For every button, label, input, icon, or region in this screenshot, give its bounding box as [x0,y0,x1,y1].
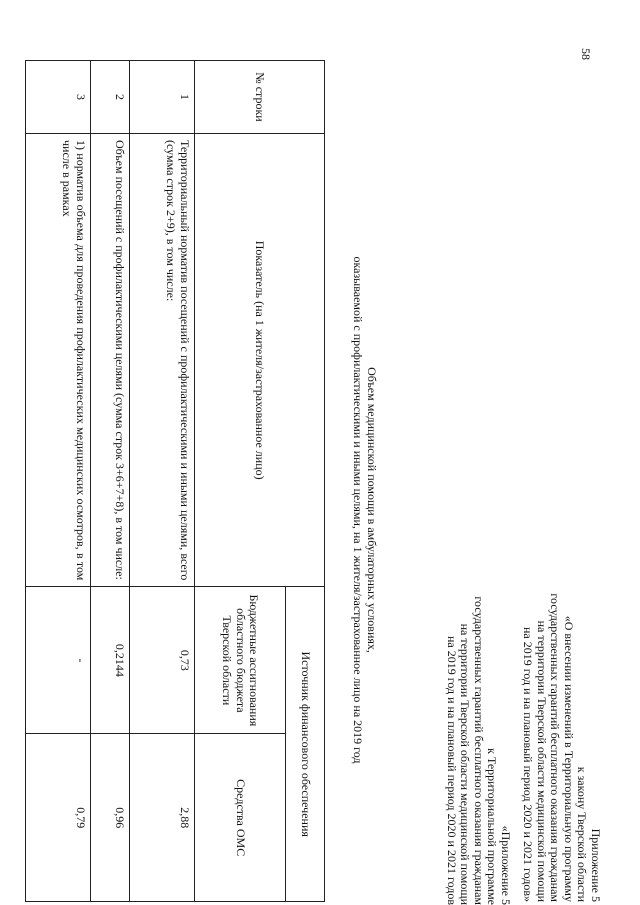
row-oms-value: 0,79 [26,734,91,902]
row-budget-value: 0,2144 [91,587,130,734]
annex-line: «О внесении изменений в Территориальную программу [561,615,576,902]
table-title [351,250,378,770]
header-row-number: № строки [195,61,325,134]
annex-header-2 [444,500,512,905]
annex-line: на территории Тверской области медицинской помощи [458,623,473,905]
row-oms-value: 0,96 [91,734,130,902]
table-header-row [285,61,324,902]
row-number: 1 [130,61,195,134]
annex-line: «Приложение 5 [499,825,513,905]
annex-line: государственных гарантий бесплатного оказания гражданам [548,593,563,902]
table-row [91,61,130,902]
row-indicator: Объем посещений с профилактическими целями (сумма строк 3+6+7+8), в том числе: [91,133,130,586]
page-number: 58 [579,48,593,60]
row-indicator: 1) норматив объема для проведения профилактических медицинских осмотров, в том числе в рамках [26,133,91,586]
header-source-group: Источник финансового обеспечения [285,587,324,902]
annex-line: на 2019 год и на плановый период 2020 и 2021 годов [444,635,459,905]
annex-line: на территории Тверской области медицинской помощи [534,620,549,902]
table-title-line: Объем медицинской помощи в амбулаторных условиях, [365,367,379,653]
row-oms-value: 2,88 [130,734,195,902]
header-oms: Средства ОМС [195,734,286,902]
header-budget: Бюджетные ассигнования областного бюджета Тверской области [195,587,286,734]
annex-line: к Территориальной программе [485,748,500,905]
row-indicator: Территориальный норматив посещений с профилактическими и иными целями, всего (сумма строк 2+9), в том числе: [130,133,195,586]
row-budget-value: 0,73 [130,587,195,734]
row-budget-value: - [26,587,91,734]
volume-table [25,60,325,902]
annex-line: к закону Тверской области [575,766,590,902]
table-row [130,61,195,902]
table-row [26,61,91,902]
row-number: 2 [91,61,130,134]
row-number: 3 [26,61,91,134]
annex-line: Приложение 5 [589,828,603,902]
annex-line: на 2019 год и на плановый период 2020 и 2021 годов» [521,626,536,902]
annex-header [520,460,602,902]
annex-line: государственных гарантий бесплатного оказания гражданам [471,596,486,905]
header-indicator: Показатель (на 1 жителя/застрахованное лицо) [195,133,325,586]
table-title-line: оказываемой с профилактическими и иными целями, на 1 жителя/застрахованное лицо на 2019 год [351,256,366,764]
